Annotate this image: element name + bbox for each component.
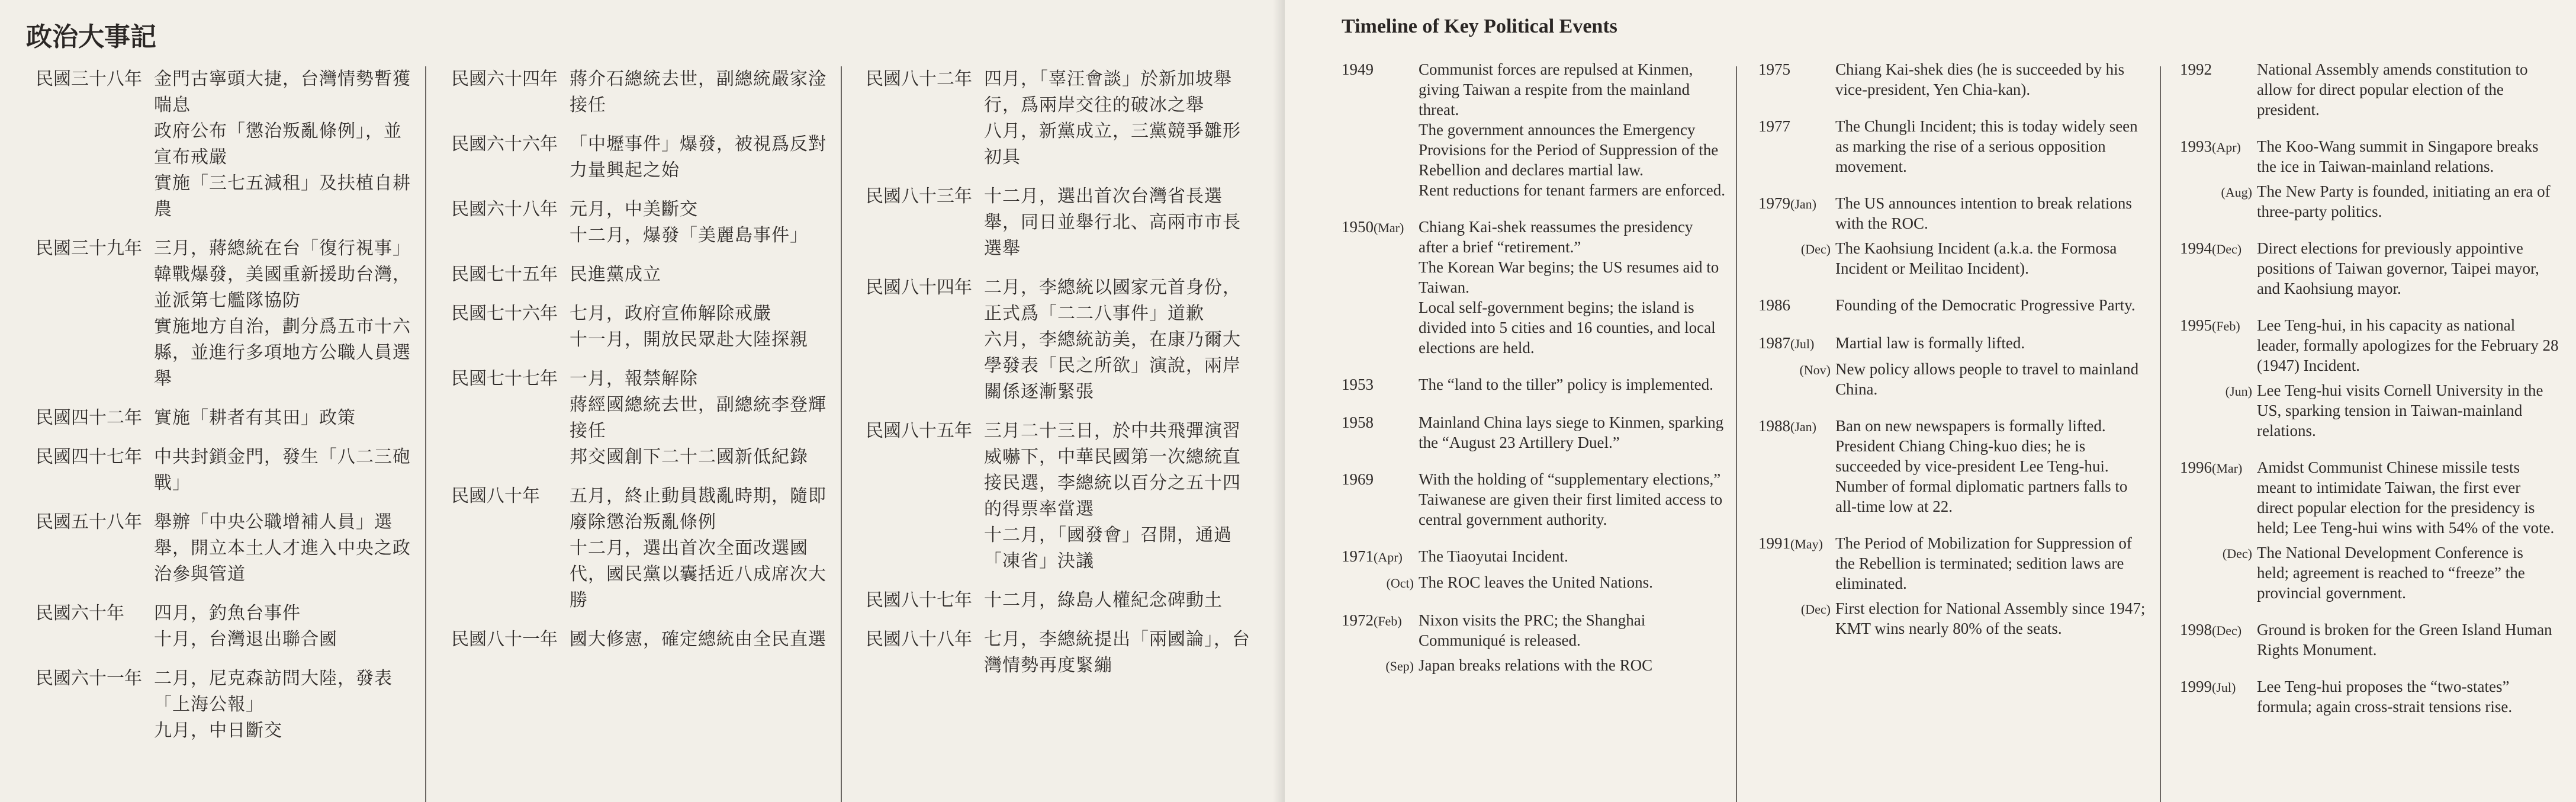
- entry-text: [1835, 193, 2149, 233]
- entry-line: 舉辦「中央公職增補人員」選舉，開立本土人才進入中央之政治參與管道: [154, 512, 411, 585]
- timeline-entry: [451, 197, 830, 249]
- entry-month: (May): [1790, 537, 1823, 551]
- entry-paragraph: Direct elections for previously appointive positions of Taiwan governor, Taipei mayor, and Kaohsiung mayor.: [2257, 239, 2539, 297]
- entry-paragraph: Lee Teng-hui, in his capacity as national leader, formally apologizes for the February 28 (1947) Incident.: [2257, 316, 2559, 374]
- sub-entry-month: (Dec): [2222, 546, 2252, 561]
- entry-line: 十二月，選出首次台灣省長選舉，同日並舉行北、高兩市市長選舉: [984, 186, 1241, 259]
- entry-date: 民國八十四年: [866, 277, 972, 298]
- timeline-entry: [451, 262, 830, 288]
- chinese-column-1: [36, 66, 414, 757]
- entry-date: 民國八十八年: [866, 629, 972, 650]
- entry-paragraph: The government announces the Emergency Provisions for the Period of Suppression of the Rebellion and declares martial law.: [1419, 121, 1719, 179]
- timeline-entry: [2180, 238, 2559, 299]
- sub-entry-month: (Aug): [2221, 185, 2252, 200]
- timeline-entry: [451, 627, 830, 653]
- english-column-3: [2180, 59, 2559, 733]
- entry-paragraph: Local self-government begins; the island is divided into 5 cities and 16 counties, and local elections are held.: [1419, 299, 1716, 357]
- entry-line: 三月，蔣總統在台「復行視事」: [154, 238, 411, 259]
- entry-date: 民國八十一年: [451, 629, 558, 650]
- entry-text: [1419, 217, 1725, 358]
- timeline-entry-main: [2180, 238, 2559, 299]
- entry-date: 民國四十二年: [36, 408, 142, 428]
- entry-month: (Feb): [1374, 614, 1402, 628]
- entry-text: [154, 444, 414, 496]
- entry-date: [2180, 676, 2257, 717]
- entry-text: [1419, 469, 1725, 530]
- timeline-entry: [451, 66, 830, 118]
- entry-line: 「中壢事件」爆發，被視爲反對力量興起之始: [570, 134, 826, 181]
- entry-date: 民國八十年: [451, 486, 540, 506]
- entry-line: 實施「耕者有其田」政策: [154, 408, 356, 428]
- entry-text: [154, 66, 414, 223]
- entry-year: 1999: [2180, 678, 2212, 695]
- entry-month: (Apr): [1374, 550, 1403, 564]
- entry-text: [154, 236, 414, 392]
- timeline-entry-main: [2180, 136, 2559, 177]
- timeline-entry: [866, 588, 1256, 614]
- entry-line: 四月，「辜汪會談」於新加坡舉行，爲兩岸交往的破冰之舉: [984, 69, 1232, 116]
- sub-entry-date: [1758, 359, 1835, 399]
- entry-text: [1835, 116, 2149, 177]
- entry-paragraph: The Korean War begins; the US resumes aid to Taiwan.: [1419, 258, 1719, 296]
- entry-date: 民國七十五年: [451, 264, 558, 285]
- timeline-entry-main: [1758, 116, 2149, 177]
- timeline-entry-main: [1758, 193, 2149, 233]
- entry-date: [1758, 333, 1835, 354]
- entry-text: [984, 588, 1223, 614]
- entry-line: 十一月，開放民眾赴大陸探親: [570, 329, 808, 350]
- entry-line: 二月，李總統以國家元首身份，正式爲「二二八事件」道歉: [984, 277, 1241, 324]
- entry-date: [2180, 238, 2257, 299]
- sub-entry-date: [2180, 380, 2257, 441]
- sub-entry: [1758, 598, 2149, 639]
- timeline-entry-main: [1758, 533, 2149, 594]
- entry-line: 一月，報禁解除: [570, 368, 698, 389]
- sub-entry: [1342, 572, 1725, 594]
- entry-date: [2180, 620, 2257, 660]
- entry-paragraph: Chiang Kai-shek dies (he is succeeded by his vice-president, Yen Chia-kan).: [1835, 60, 2125, 98]
- column-divider: [2160, 66, 2161, 802]
- entry-date: [1758, 116, 1835, 177]
- entry-year: 1986: [1758, 296, 1790, 314]
- timeline-entry-main: [2180, 59, 2559, 120]
- entry-text: [1419, 59, 1725, 200]
- entry-paragraph: The Koo-Wang summit in Singapore breaks the ice in Taiwan-mainland relations.: [2257, 137, 2539, 175]
- entry-year: 1994: [2180, 239, 2212, 257]
- entry-paragraph: Martial law is formally lifted.: [1835, 334, 2025, 352]
- entry-text: [570, 301, 808, 353]
- timeline-entry: [1758, 533, 2149, 639]
- sub-entry: [2180, 181, 2559, 222]
- entry-line: 國大修憲，確定總統由全民直選: [570, 629, 826, 650]
- entry-date: 民國八十五年: [866, 421, 972, 441]
- sub-entry: [1342, 655, 1725, 676]
- entry-paragraph: Ban on new newspapers is formally lifted.: [1835, 417, 2106, 435]
- timeline-entry: [866, 66, 1256, 171]
- sub-entry-text: Japan breaks relations with the ROC: [1419, 656, 1653, 674]
- entry-line: 三月二十三日，於中共飛彈演習威嚇下，中華民國第一次總統直接民選，李總統以百分之五十四的得票率當選: [984, 421, 1241, 519]
- entry-month: (Mar): [1374, 220, 1404, 235]
- entry-text: [570, 131, 830, 184]
- entry-month: (Jul): [2212, 680, 2236, 695]
- entry-text: [1419, 546, 1568, 567]
- sub-entry-month: (Sep): [1385, 659, 1414, 673]
- entry-date: 民國八十三年: [866, 186, 972, 207]
- entry-line: 十二月，綠島人權紀念碑動土: [984, 590, 1223, 611]
- entry-line: 韓戰爆發，美國重新援助台灣，並派第七艦隊協防: [154, 264, 411, 311]
- sub-entry: [2180, 543, 2559, 603]
- entry-date: [1342, 59, 1419, 200]
- entry-text: [1419, 610, 1725, 650]
- entry-line: 蔣經國總統去世，副總統李登輝接任: [570, 394, 826, 441]
- entry-paragraph: Mainland China lays siege to Kinmen, sparking the “August 23 Artillery Duel.”: [1419, 413, 1724, 451]
- entry-date: 民國五十八年: [36, 512, 142, 532]
- timeline-entry: [1758, 295, 2149, 316]
- english-column-1: [1342, 59, 1725, 693]
- timeline-entry: [2180, 59, 2559, 120]
- timeline-entry: [451, 366, 830, 470]
- sub-entry-text: New policy allows people to travel to mainland China.: [1835, 360, 2139, 398]
- column-divider: [1736, 66, 1737, 802]
- timeline-entry-main: [1342, 59, 1725, 200]
- entry-line: 實施地方自治，劃分爲五市十六縣，並進行多項地方公職人員選舉: [154, 316, 411, 389]
- timeline-entry: [866, 627, 1256, 679]
- entry-paragraph: The “land to the tiller” policy is implemented.: [1419, 376, 1713, 393]
- entry-year: 1972: [1342, 611, 1374, 629]
- entry-year: 1992: [2180, 60, 2212, 78]
- timeline-entry-main: [2180, 457, 2559, 538]
- english-column-2: [1758, 59, 2149, 655]
- timeline-entry-main: [2180, 315, 2559, 376]
- entry-line: 六月，李總統訪美，在康乃爾大學發表「民之所欲」演說，兩岸關係逐漸緊張: [984, 329, 1241, 402]
- entry-line: 中共封鎖金門，發生「八二三砲戰」: [154, 447, 411, 493]
- entry-paragraph: Founding of the Democratic Progressive Party.: [1835, 296, 2136, 314]
- entry-date: [1758, 416, 1835, 517]
- entry-paragraph: Chiang Kai-shek reassumes the presidency after a brief “retirement.”: [1419, 218, 1693, 256]
- timeline-entry-main: [2180, 620, 2559, 660]
- entry-date: 民國六十四年: [451, 69, 558, 89]
- entry-text: [570, 483, 830, 614]
- entry-line: 四月，釣魚台事件: [154, 603, 301, 624]
- sub-entry-date: [1758, 598, 1835, 639]
- entry-date: 民國七十七年: [451, 368, 558, 389]
- entry-year: 1996: [2180, 458, 2212, 476]
- entry-text: [570, 366, 830, 470]
- sub-entry-month: (Jun): [2225, 384, 2252, 399]
- entry-paragraph: Number of formal diplomatic partners falls to all-time low at 22.: [1835, 477, 2128, 515]
- entry-text: [2257, 315, 2559, 376]
- entry-text: [2257, 620, 2559, 660]
- timeline-entry: [36, 236, 414, 392]
- entry-year: 1995: [2180, 316, 2212, 334]
- entry-paragraph: With the holding of “supplementary elections,” Taiwanese are given their first limited access to central government authority.: [1419, 470, 1723, 528]
- entry-text: [2257, 238, 2559, 299]
- entry-text: [570, 627, 826, 653]
- entry-date: [2180, 457, 2257, 538]
- english-page: [1285, 0, 2576, 802]
- entry-date: 民國七十六年: [451, 303, 558, 324]
- entry-line: 邦交國創下二十二國新低紀錄: [570, 447, 808, 467]
- sub-entry-text: Lee Teng-hui visits Cornell University in the US, sparking tension in Taiwan-mainland relations.: [2257, 381, 2543, 440]
- timeline-entry: [36, 405, 414, 431]
- timeline-entry-main: [2180, 676, 2559, 717]
- entry-line: 八月，新黨成立，三黨競爭雛形初具: [984, 121, 1241, 168]
- entry-paragraph: Communist forces are repulsed at Kinmen, giving Taiwan a respite from the mainland threat.: [1419, 60, 1693, 118]
- entry-text: [984, 418, 1256, 575]
- entry-text: [1835, 59, 2149, 100]
- timeline-entry: [36, 444, 414, 496]
- entry-line: 十二月，選出首次全面改選國代，國民黨以囊括近八成席次大勝: [570, 538, 826, 611]
- entry-text: [2257, 457, 2559, 538]
- entry-year: 1953: [1342, 376, 1374, 393]
- timeline-entry: [2180, 676, 2559, 717]
- entry-paragraph: National Assembly amends constitution to allow for direct popular election of the president.: [2257, 60, 2528, 118]
- entry-year: 1988: [1758, 417, 1790, 435]
- entry-text: [2257, 676, 2559, 717]
- entry-line: 九月，中日斷交: [154, 720, 282, 741]
- sub-entry-date: [2180, 543, 2257, 603]
- entry-paragraph: Nixon visits the PRC; the Shanghai Communiqué is released.: [1419, 611, 1646, 649]
- timeline-entry: [1342, 412, 1725, 453]
- entry-year: 1958: [1342, 413, 1374, 431]
- sub-entry-text: The National Development Conference is held; agreement is reached to “freeze” the provincial government.: [2257, 544, 2525, 602]
- entry-line: 十二月，「國發會」召開，通過「凍省」決議: [984, 525, 1232, 572]
- timeline-entry: [866, 418, 1256, 575]
- entry-text: [984, 184, 1256, 262]
- entry-line: 七月，政府宣佈解除戒嚴: [570, 303, 771, 324]
- timeline-entry-main: [1758, 416, 2149, 517]
- entry-date: 民國八十七年: [866, 590, 972, 611]
- entry-year: 1991: [1758, 534, 1790, 552]
- entry-date: [1758, 533, 1835, 594]
- page-title-chinese: 政治大事記: [26, 22, 156, 52]
- timeline-entry-main: [1758, 333, 2149, 354]
- sub-entry-month: (Oct): [1386, 576, 1414, 591]
- column-divider: [841, 66, 842, 802]
- entry-line: 蔣介石總統去世，副總統嚴家淦接任: [570, 69, 826, 116]
- entry-date: [1342, 546, 1419, 567]
- entry-paragraph: The US announces intention to break relations with the ROC.: [1835, 194, 2132, 232]
- entry-month: (Apr): [2212, 140, 2241, 155]
- entry-line: 十月，台灣退出聯合國: [154, 629, 337, 650]
- entry-paragraph: The Chungli Incident; this is today widely seen as marking the rise of a serious opposition movement.: [1835, 117, 2138, 175]
- timeline-entry: [36, 66, 414, 223]
- entry-text: [2257, 136, 2559, 177]
- entry-year: 1975: [1758, 60, 1790, 78]
- entry-line: 二月，尼克森訪問大陸，發表「上海公報」: [154, 668, 393, 715]
- entry-date: [1342, 469, 1419, 530]
- sub-entry-text: The New Party is founded, initiating an era of three-party politics.: [2257, 182, 2551, 220]
- timeline-entry: [1758, 59, 2149, 100]
- entry-date: [1758, 295, 1835, 316]
- timeline-entry: [2180, 315, 2559, 441]
- entry-date: 民國四十七年: [36, 447, 142, 467]
- sub-entry-date: [1342, 572, 1419, 594]
- timeline-entry: [451, 301, 830, 353]
- timeline-entry-main: [1342, 610, 1725, 650]
- sub-entry: [2180, 380, 2559, 441]
- entry-year: 1979: [1758, 194, 1790, 212]
- entry-line: 金門古寧頭大捷，台灣情勢暫獲喘息: [154, 69, 411, 116]
- sub-entry-text: The ROC leaves the United Nations.: [1419, 573, 1653, 591]
- entry-text: [1419, 374, 1713, 396]
- entry-paragraph: Rent reductions for tenant farmers are enforced.: [1419, 181, 1726, 199]
- entry-paragraph: The Tiaoyutai Incident.: [1419, 547, 1568, 565]
- entry-text: [1835, 295, 2136, 316]
- entry-month: (Dec): [2212, 623, 2242, 638]
- timeline-entry: [36, 509, 414, 588]
- entry-text: [984, 275, 1256, 405]
- timeline-entry-main: [1342, 374, 1725, 396]
- entry-text: [1835, 416, 2149, 517]
- chinese-column-2: [451, 66, 830, 666]
- entry-date: [1342, 610, 1419, 650]
- sub-entry-month: (Dec): [1800, 602, 1831, 617]
- entry-text: [570, 66, 830, 118]
- entry-text: [1835, 533, 2149, 594]
- entry-date: [2180, 136, 2257, 177]
- sub-entry: [1758, 238, 2149, 278]
- timeline-entry: [1342, 217, 1725, 358]
- entry-text: [570, 197, 808, 249]
- page-title-english: Timeline of Key Political Events: [1342, 15, 1617, 37]
- timeline-entry: [1758, 416, 2149, 517]
- timeline-entry: [866, 275, 1256, 405]
- entry-year: 1998: [2180, 621, 2212, 639]
- chinese-column-3: [866, 66, 1256, 692]
- entry-date: 民國六十年: [36, 603, 124, 624]
- entry-month: (Feb): [2212, 319, 2240, 333]
- timeline-entry-main: [1342, 412, 1725, 453]
- timeline-entry: [451, 483, 830, 614]
- entry-date: 民國三十九年: [36, 238, 142, 259]
- entry-paragraph: President Chiang Ching-kuo dies; he is succeeded by vice-president Lee Teng-hui.: [1835, 437, 2109, 475]
- timeline-entry: [1342, 374, 1725, 396]
- entry-date: [2180, 59, 2257, 120]
- entry-line: 元月，中美斷交: [570, 199, 698, 220]
- timeline-entry: [866, 184, 1256, 262]
- timeline-entry: [36, 666, 414, 744]
- timeline-entry-main: [1342, 546, 1725, 567]
- entry-line: 十二月，爆發「美麗島事件」: [570, 225, 808, 246]
- entry-date: 民國六十六年: [451, 134, 558, 155]
- timeline-entry: [1758, 116, 2149, 177]
- timeline-entry-main: [1758, 295, 2149, 316]
- entry-text: [2257, 59, 2559, 120]
- timeline-entry: [451, 131, 830, 184]
- entry-year: 1969: [1342, 470, 1374, 488]
- sub-entry-date: [1758, 238, 1835, 278]
- sub-entry-text: First election for National Assembly since 1947; KMT wins nearly 80% of the seats.: [1835, 599, 2146, 637]
- entry-date: [1342, 217, 1419, 358]
- entry-paragraph: Ground is broken for the Green Island Human Rights Monument.: [2257, 621, 2552, 659]
- timeline-entry-main: [1342, 217, 1725, 358]
- timeline-entry: [36, 601, 414, 653]
- timeline-entry: [1342, 469, 1725, 530]
- entry-paragraph: Lee Teng-hui proposes the “two-states” formula; again cross-strait tensions rise.: [2257, 678, 2513, 716]
- entry-date: 民國六十八年: [451, 199, 558, 220]
- timeline-entry: [2180, 136, 2559, 222]
- entry-paragraph: The Period of Mobilization for Suppression of the Rebellion is terminated; sedition laws are eliminated.: [1835, 534, 2132, 592]
- entry-text: [570, 262, 661, 288]
- entry-month: (Mar): [2212, 461, 2243, 476]
- entry-date: [2180, 315, 2257, 376]
- column-divider: [425, 66, 426, 802]
- entry-paragraph: Amidst Communist Chinese missile tests meant to intimidate Taiwan, the first ever direct popular election for the presidency is held; Lee Teng-hui wins with 54% of the vote.: [2257, 458, 2555, 537]
- timeline-entry: [1342, 59, 1725, 200]
- entry-text: [984, 627, 1256, 679]
- entry-line: 五月，終止動員戡亂時期，隨即廢除懲治叛亂條例: [570, 486, 826, 532]
- sub-entry-text: The Kaohsiung Incident (a.k.a. the Formosa Incident or Meilitao Incident).: [1835, 239, 2117, 277]
- sub-entry: [1758, 359, 2149, 399]
- sub-entry-date: [1342, 655, 1419, 676]
- timeline-entry-main: [1342, 469, 1725, 530]
- sub-entry-month: (Dec): [1800, 242, 1831, 256]
- entry-date: [1342, 374, 1419, 396]
- timeline-entry-main: [1758, 59, 2149, 100]
- entry-month: (Dec): [2212, 242, 2242, 256]
- entry-year: 1993: [2180, 137, 2212, 155]
- entry-line: 政府公布「懲治叛亂條例」，並宣布戒嚴: [154, 121, 402, 168]
- entry-year: 1987: [1758, 334, 1790, 352]
- entry-text: [154, 405, 356, 431]
- entry-month: (Jan): [1790, 197, 1816, 211]
- sub-entry-month: (Nov): [1799, 362, 1831, 377]
- entry-text: [1419, 412, 1725, 453]
- timeline-entry: [2180, 620, 2559, 660]
- chinese-page: [0, 0, 1285, 802]
- entry-date: [1342, 412, 1419, 453]
- entry-text: [984, 66, 1256, 171]
- entry-line: 七月，李總統提出「兩國論」，台灣情勢再度緊繃: [984, 629, 1250, 676]
- entry-date: [1758, 193, 1835, 233]
- entry-month: (Jan): [1790, 419, 1816, 434]
- entry-year: 1950: [1342, 218, 1374, 236]
- entry-text: [154, 509, 414, 588]
- entry-text: [154, 666, 414, 744]
- sub-entry-date: [2180, 181, 2257, 222]
- entry-text: [1835, 333, 2025, 354]
- entry-text: [154, 601, 337, 653]
- entry-line: 民進黨成立: [570, 264, 661, 285]
- entry-line: 實施「三七五減租」及扶植自耕農: [154, 173, 411, 220]
- entry-date: 民國三十八年: [36, 69, 142, 89]
- timeline-entry: [2180, 457, 2559, 603]
- entry-date: 民國六十一年: [36, 668, 142, 689]
- entry-year: 1971: [1342, 547, 1374, 565]
- entry-year: 1977: [1758, 117, 1790, 135]
- timeline-entry: [1758, 193, 2149, 278]
- entry-date: [1758, 59, 1835, 100]
- timeline-entry: [1342, 610, 1725, 676]
- entry-date: 民國八十二年: [866, 69, 972, 89]
- timeline-entry: [1342, 546, 1725, 594]
- entry-month: (Jul): [1790, 336, 1815, 351]
- timeline-entry: [1758, 333, 2149, 399]
- entry-year: 1949: [1342, 60, 1374, 78]
